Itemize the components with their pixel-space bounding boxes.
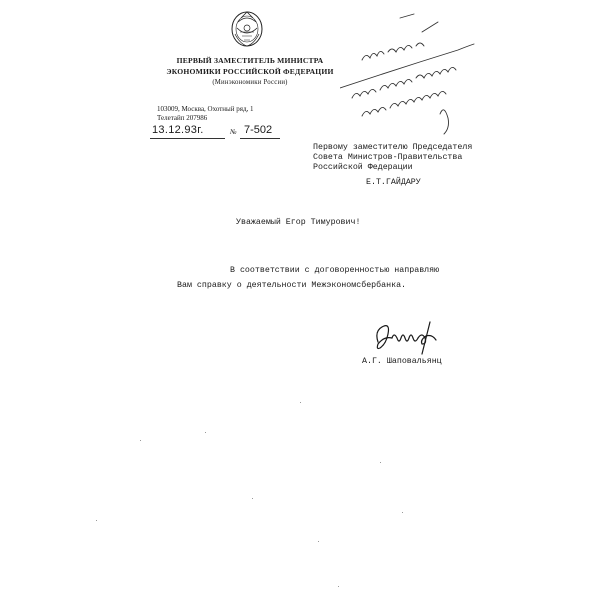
addressee-body: Совета Министров-Правительства (313, 153, 463, 162)
letterhead-telex: Телетайп 207986 (157, 114, 208, 122)
letterhead-short-name: (Минэкономики России) (212, 79, 288, 86)
scan-speck (380, 462, 381, 463)
scan-speck (205, 432, 206, 433)
salutation: Уважаемый Егор Тимурович! (236, 218, 361, 227)
scan-speck (338, 586, 339, 587)
letterhead-title: ПЕРВЫЙ ЗАМЕСТИТЕЛЬ МИНИСТРА (176, 56, 324, 65)
addressee-name: Е.Т.ГАЙДАРУ (366, 178, 421, 187)
letter-date: 13.12.93г. (152, 124, 204, 136)
reference-line (150, 124, 273, 138)
letterhead-address: 103009, Москва, Охотный ряд, 1 (157, 105, 254, 113)
body-line-2: Вам справку о деятельности Межэкономсбербанка. (177, 281, 407, 290)
handwritten-signature (372, 318, 442, 356)
coat-of-arms-icon (228, 8, 266, 50)
letterhead-ministry: ЭКОНОМИКИ РОССИЙСКОЙ ФЕДЕРАЦИИ (166, 67, 334, 76)
body-line-1: В соответствии с договоренностью направляю (230, 266, 440, 275)
addressee-country: Российской Федерации (313, 163, 413, 172)
signer-name: А.Г. Шаповальянц (362, 357, 442, 366)
scan-speck (402, 512, 403, 513)
scan-speck (318, 541, 319, 542)
handwritten-resolution (340, 10, 500, 140)
scan-speck (300, 402, 301, 403)
scan-speck (252, 498, 253, 499)
number-underline (240, 138, 280, 139)
scan-speck (96, 520, 97, 521)
letter-number: 7-502 (244, 124, 273, 136)
date-underline (150, 138, 225, 139)
number-sign: № (230, 128, 237, 136)
addressee-position: Первому заместителю Председателя (313, 143, 473, 152)
scan-speck (140, 440, 141, 441)
